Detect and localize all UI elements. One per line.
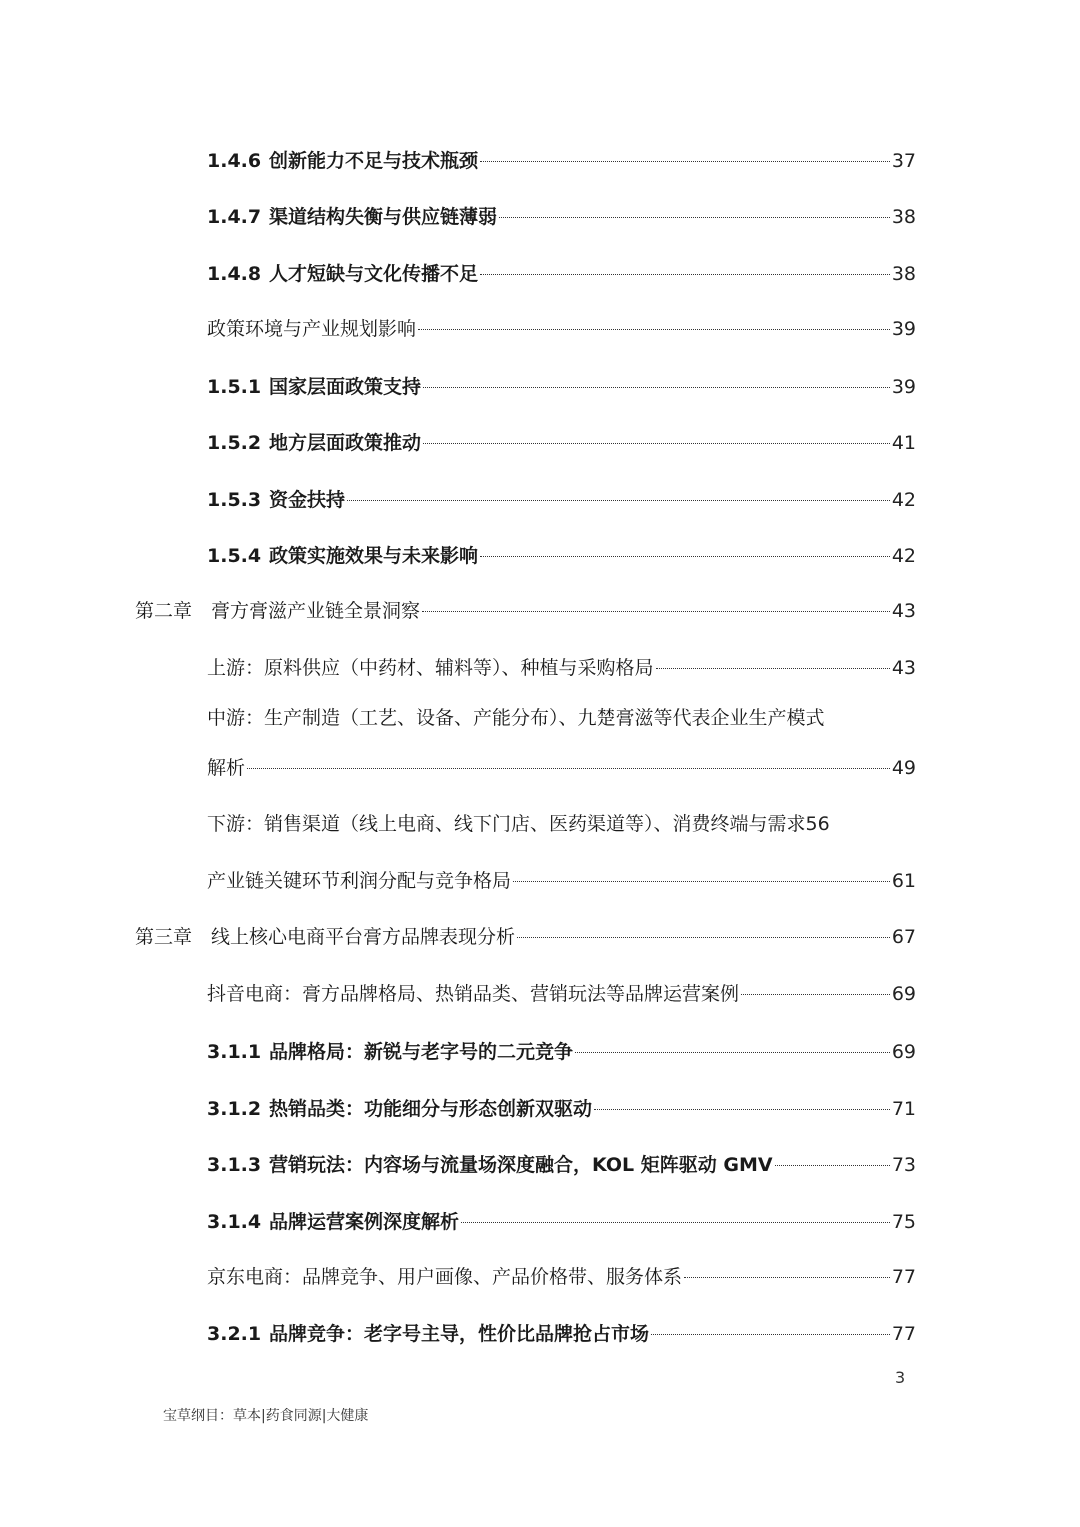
toc-title: 线上核心电商平台膏方品牌表现分析 (211, 926, 516, 948)
toc-entry-policy[interactable] (207, 316, 916, 342)
toc-title: 资金扶持 (269, 489, 346, 511)
toc-entry-midstream[interactable] (207, 755, 916, 781)
toc-entry-profit[interactable] (207, 868, 916, 894)
dot-leader (480, 556, 890, 557)
dot-leader (513, 881, 890, 882)
dot-leader (347, 500, 890, 501)
dot-leader (651, 1334, 890, 1335)
toc-entry-douyin[interactable] (207, 981, 916, 1007)
page-footer: 宝草纲目：草本|药食同源|大健康 (163, 1408, 369, 1424)
toc-entry-3-1-3[interactable] (207, 1152, 916, 1178)
dot-leader (741, 994, 890, 995)
toc-number: 3.1.3 (207, 1154, 262, 1176)
toc-title: 地方层面政策推动 (269, 432, 422, 454)
toc-entry-3-1-2[interactable] (207, 1096, 916, 1122)
toc-page: 77 (891, 1266, 916, 1288)
toc-page: 38 (891, 206, 916, 228)
toc-number: 1.5.3 (207, 489, 262, 511)
toc-title: 品牌竞争：老字号主导，性价比品牌抢占市场 (269, 1323, 650, 1345)
toc-page: 39 (891, 376, 916, 398)
dot-leader (480, 274, 890, 275)
toc-number: 3.1.2 (207, 1098, 262, 1120)
toc-entry-3-1-4[interactable] (207, 1209, 916, 1235)
toc-title: 品牌运营案例深度解析 (269, 1211, 460, 1233)
toc-title: 政策实施效果与未来影响 (269, 545, 479, 567)
toc-number: 1.4.7 (207, 206, 262, 228)
toc-title: 京东电商：品牌竞争、用户画像、产品价格带、服务体系 (207, 1266, 683, 1288)
dot-leader (423, 443, 890, 444)
dot-leader (418, 329, 890, 330)
toc-page: 73 (891, 1154, 916, 1176)
toc-number: 3.1.1 (207, 1041, 262, 1063)
toc-title: 下游：销售渠道（线上电商、线下门店、医药渠道等）、消费终端与需求 (207, 813, 806, 835)
toc-number: 3.1.4 (207, 1211, 262, 1233)
toc-page: 42 (891, 489, 916, 511)
toc-page: 56 (805, 813, 830, 835)
toc-chapter-number: 第三章 (135, 926, 193, 948)
toc-page: 61 (891, 870, 916, 892)
toc-entry-1-5-1[interactable] (207, 374, 916, 400)
toc-title: 政策环境与产业规划影响 (207, 318, 417, 340)
toc-entry-3-2-1[interactable] (207, 1321, 916, 1347)
toc-number: 1.4.8 (207, 263, 262, 285)
toc-number: 1.5.4 (207, 545, 262, 567)
toc-page: 69 (891, 1041, 916, 1063)
toc-page: 41 (891, 432, 916, 454)
toc-title: 上游：原料供应（中药材、辅料等）、种植与采购格局 (207, 657, 654, 679)
toc-entry-1-4-8[interactable] (207, 261, 916, 287)
toc-title: 人才短缺与文化传播不足 (269, 263, 479, 285)
toc-number: 1.4.6 (207, 150, 262, 172)
toc-chapter-2[interactable] (135, 598, 916, 624)
dot-leader (656, 668, 890, 669)
toc-page: 39 (891, 318, 916, 340)
page-number: 3 (895, 1368, 906, 1387)
dot-leader (423, 387, 890, 388)
toc-entry-1-5-4[interactable] (207, 543, 916, 569)
toc-page: 37 (891, 150, 916, 172)
toc-page: 75 (891, 1211, 916, 1233)
toc-entry-1-4-6[interactable] (207, 148, 916, 174)
toc-chapter-number: 第二章 (135, 600, 193, 622)
toc-page: 42 (891, 545, 916, 567)
toc-title: 国家层面政策支持 (269, 376, 422, 398)
toc-title: 品牌格局：新锐与老字号的二元竞争 (269, 1041, 574, 1063)
toc-page: 43 (891, 600, 916, 622)
toc-number: 1.5.1 (207, 376, 262, 398)
toc-title: 创新能力不足与技术瓶颈 (269, 150, 479, 172)
toc-entry-midstream-line1[interactable]: 中游：生产制造（工艺、设备、产能分布）、九楚膏滋等代表企业生产模式 (207, 707, 825, 729)
dot-leader (575, 1052, 890, 1053)
toc-title: 热销品类：功能细分与形态创新双驱动 (269, 1098, 593, 1120)
toc-entry-3-1-1[interactable] (207, 1039, 916, 1065)
toc-title: 营销玩法：内容场与流量场深度融合，KOL 矩阵驱动 GMV (269, 1154, 773, 1176)
toc-entry-jd[interactable] (207, 1264, 916, 1290)
dot-leader (461, 1222, 890, 1223)
toc-chapter-3[interactable] (135, 924, 916, 950)
dot-leader (422, 611, 890, 612)
toc-title: 产业链关键环节利润分配与竞争格局 (207, 870, 512, 892)
toc-page: 43 (891, 657, 916, 679)
toc-entry-upstream[interactable] (207, 655, 916, 681)
toc-page: 77 (891, 1323, 916, 1345)
dot-leader (594, 1109, 890, 1110)
toc-title: 渠道结构失衡与供应链薄弱 (269, 206, 498, 228)
toc-title: 抖音电商：膏方品牌格局、热销品类、营销玩法等品牌运营案例 (207, 983, 740, 1005)
toc-title: 解析 (207, 757, 246, 779)
dot-leader (247, 768, 890, 769)
dot-leader (480, 161, 890, 162)
toc-entry-1-5-3[interactable] (207, 487, 916, 513)
toc-page: 49 (891, 757, 916, 779)
dot-leader (775, 1165, 890, 1166)
dot-leader (517, 937, 890, 938)
toc-number: 1.5.2 (207, 432, 262, 454)
toc-page: 67 (891, 926, 916, 948)
toc-page: 71 (891, 1098, 916, 1120)
toc-page: 69 (891, 983, 916, 1005)
toc-entry-downstream[interactable] (207, 811, 916, 837)
toc-entry-1-5-2[interactable] (207, 430, 916, 456)
toc-number: 3.2.1 (207, 1323, 262, 1345)
dot-leader (684, 1277, 890, 1278)
toc-title: 膏方膏滋产业链全景洞察 (211, 600, 421, 622)
toc-page: 38 (891, 263, 916, 285)
dot-leader (499, 217, 890, 218)
toc-entry-1-4-7[interactable] (207, 204, 916, 230)
